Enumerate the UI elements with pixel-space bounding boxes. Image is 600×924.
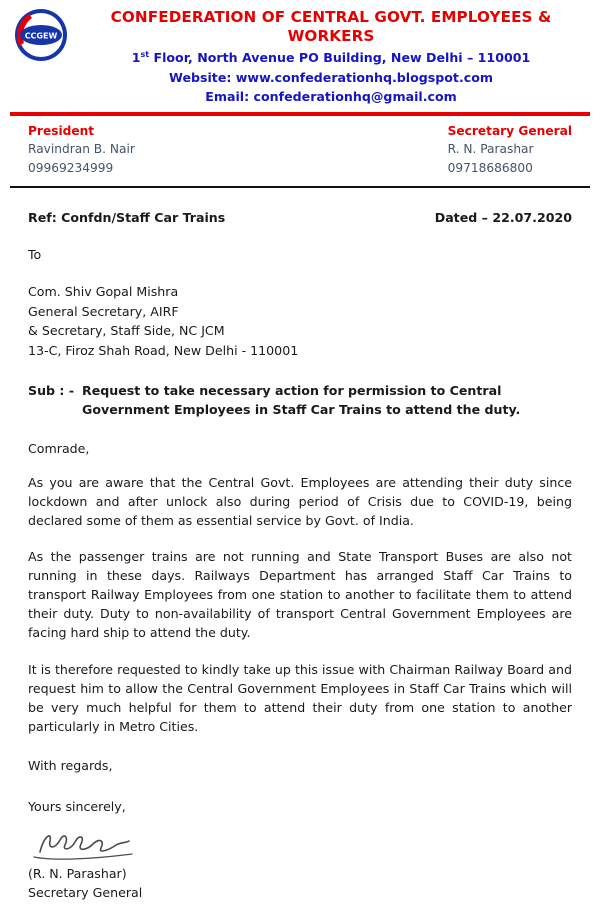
recipient-line: 13-C, Firoz Shah Road, New Delhi - 110001 xyxy=(28,342,299,358)
body-paragraph: As you are aware that the Central Govt. Employees are attending their duty since lockdown and after unlock also during period of Crisis due to COVID-19, being declared some of them as essential service by Govt. of India. xyxy=(28,474,572,528)
ref-date-row xyxy=(28,210,572,225)
organization-name: CONFEDERATION OF CENTRAL GOVT. EMPLOYEES & WORKERS xyxy=(110,8,552,45)
website-line xyxy=(72,70,590,85)
salutation: Comrade, xyxy=(28,440,90,456)
president-name: Ravindran B. Nair xyxy=(28,142,135,157)
signatory-name: (R. N. Parashar) xyxy=(28,866,127,882)
website-url: www.confederationhq.blogspot.com xyxy=(235,70,493,86)
secretary-general-name: R. N. Parashar xyxy=(447,142,534,157)
recipient-line: & Secretary, Staff Side, NC JCM xyxy=(28,323,225,339)
secretary-general-title: Secretary General xyxy=(447,123,572,138)
officers-divider-black xyxy=(10,186,590,188)
secretary-general-block xyxy=(448,122,572,179)
to-label: To xyxy=(28,247,42,263)
letter-body xyxy=(0,210,600,900)
closing-sincerely: Yours sincerely, xyxy=(28,799,126,815)
recipient-line: General Secretary, AIRF xyxy=(28,303,179,319)
officers-row xyxy=(0,116,600,179)
address-rest: Floor, North Avenue PO Building, New Delhi – 110001 xyxy=(149,50,531,66)
organization-logo xyxy=(14,8,68,62)
president-phone: 09969234999 xyxy=(28,161,114,176)
letter-date: Dated – 22.07.2020 xyxy=(434,210,572,226)
subject-text: Request to take necessary action for permission to Central Government Employees in Staff Car Trains to attend the duty. xyxy=(82,383,521,417)
recipient-address-block xyxy=(28,282,572,360)
letterhead xyxy=(0,0,600,105)
website-label: Website: xyxy=(169,70,236,86)
secretary-general-phone: 09718686800 xyxy=(447,161,533,176)
subject-label: Sub : - xyxy=(28,383,75,399)
body-paragraph: It is therefore requested to kindly take up this issue with Chairman Railway Board and request him to allow the Central Government Employees in Staff Car Trains which will be very much helpful for them to attend their duty from one station to another particularly in Metro Cities. xyxy=(28,661,572,734)
closing-regards: With regards, xyxy=(28,758,113,774)
president-title: President xyxy=(28,123,95,138)
email-label: Email: xyxy=(205,89,254,105)
body-paragraph: As the passenger trains are not running and State Transport Buses are also not running in these days. Railways Department has arranged Staff Car Trains to transport Railway Employees from one station to another to facilitate them to attend their duty. Duty to non-availability of transport Central Government Employees are facing hard ship to attend the duty. xyxy=(28,549,572,641)
recipient-line: Com. Shiv Gopal Mishra xyxy=(28,284,179,300)
letterhead-text xyxy=(72,8,590,105)
signature-image xyxy=(32,824,572,864)
address-line xyxy=(72,50,590,65)
organization-logo-icon xyxy=(14,8,68,62)
handwritten-signature-icon xyxy=(32,824,142,864)
email-address: confederationhq@gmail.com xyxy=(253,89,457,105)
reference-number: Ref: Confdn/Staff Car Trains xyxy=(28,210,226,226)
subject-row xyxy=(28,382,572,419)
address-number: 1 xyxy=(131,50,141,66)
email-line xyxy=(72,89,590,104)
president-block xyxy=(28,122,135,179)
signatory-title: Secretary General xyxy=(28,885,143,901)
address-ordinal: st xyxy=(140,50,150,59)
logo-text: CCGEW xyxy=(24,31,58,41)
